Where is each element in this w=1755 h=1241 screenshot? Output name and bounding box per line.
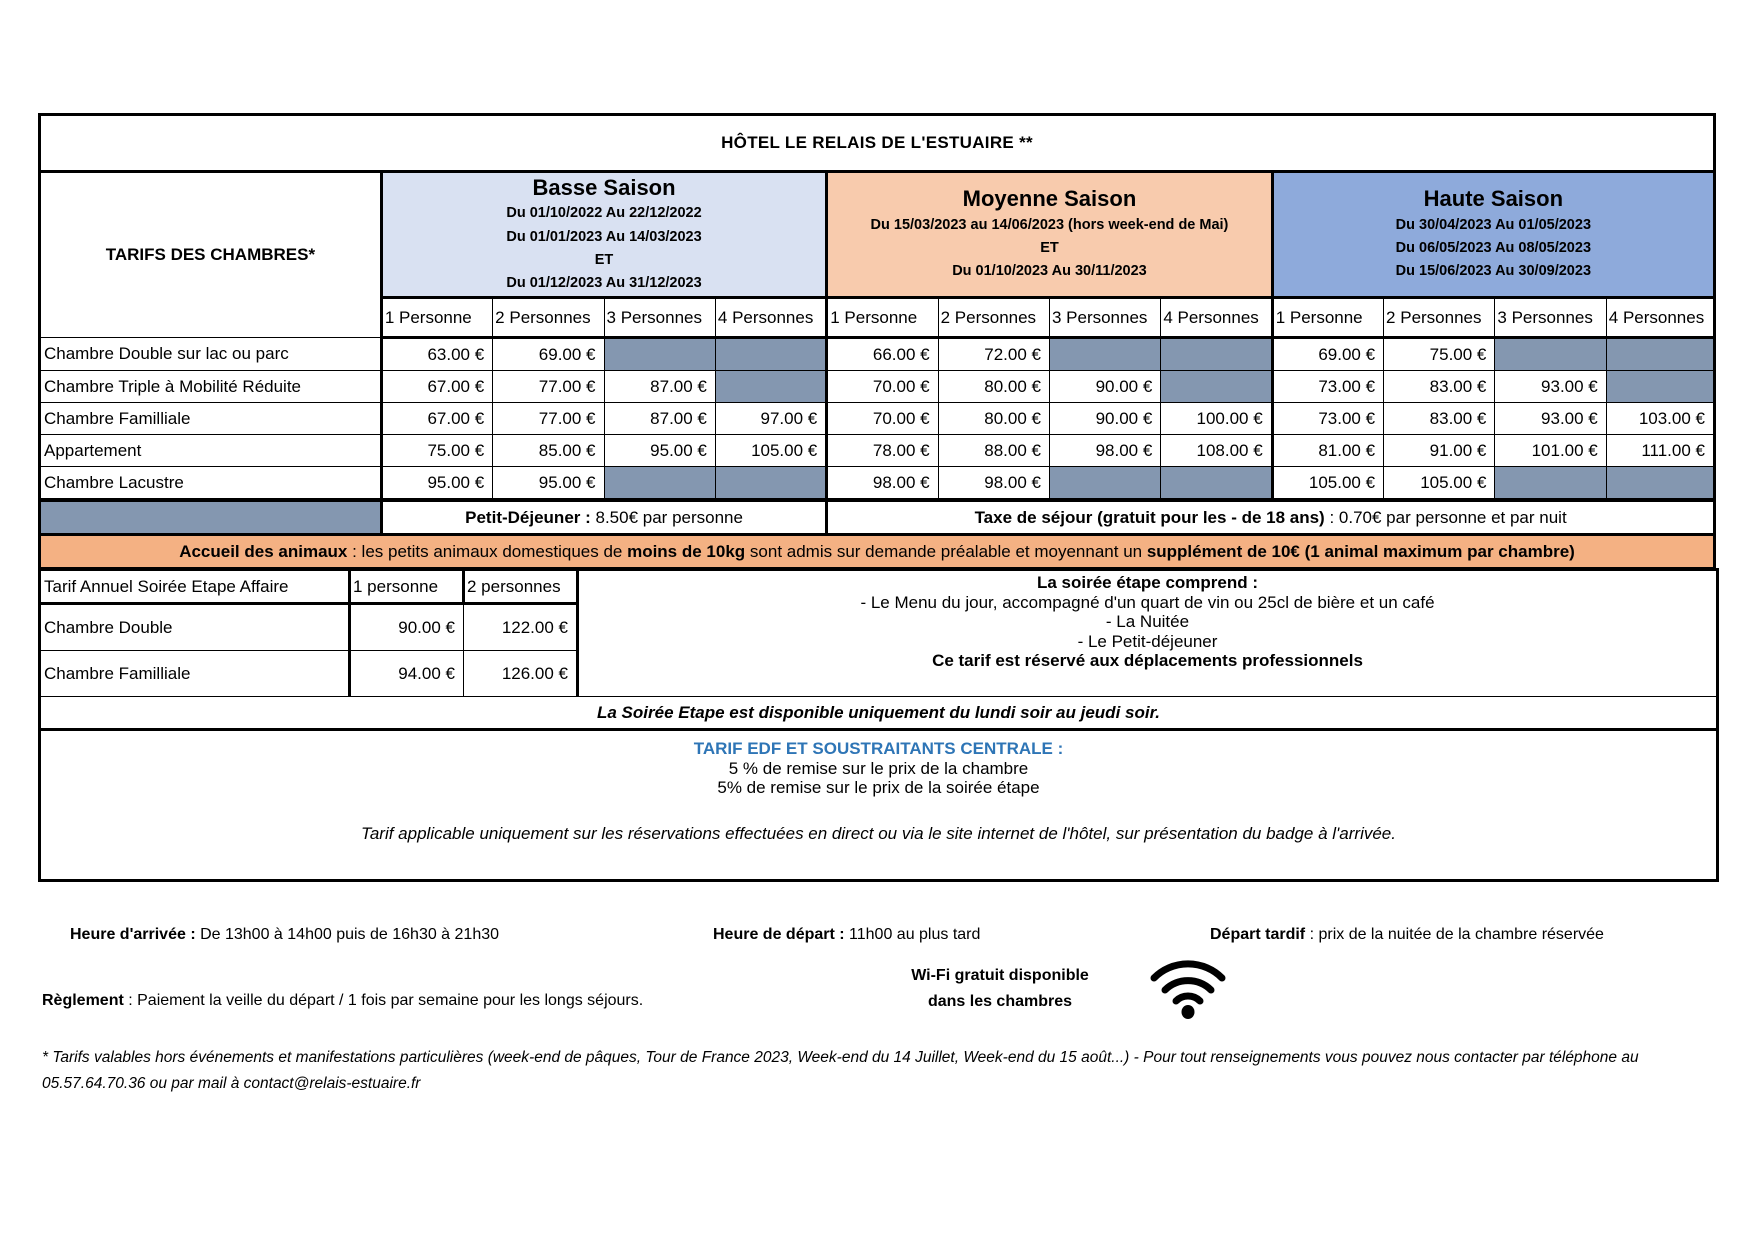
- season-basse: [381, 172, 826, 298]
- room-row: [40, 338, 1715, 371]
- soiree-table: [38, 568, 1719, 882]
- pets-supplement: supplément de 10€ (1 animal maximum par chambre): [1146, 541, 1575, 561]
- price-cell: 98.00 €: [1049, 435, 1160, 467]
- price-cell: 101.00 €: [1495, 435, 1606, 467]
- occupancy-header: 3 Personnes: [1495, 298, 1606, 338]
- price-cell: 100.00 €: [1161, 403, 1272, 435]
- arrival-time: [70, 926, 499, 944]
- pets-weight-limit: moins de 10kg: [627, 541, 746, 561]
- price-cell: 81.00 €: [1272, 435, 1383, 467]
- soiree-price: 90.00 €: [350, 604, 464, 651]
- soiree-col-2: 2 personnes: [464, 570, 578, 604]
- price-cell: 105.00 €: [1384, 467, 1495, 499]
- room-row: [40, 435, 1715, 467]
- pets-text: : les petits animaux domestiques de: [347, 541, 628, 561]
- price-cell: 105.00 €: [1272, 467, 1383, 499]
- price-cell: 85.00 €: [493, 435, 604, 467]
- price-cell: 93.00 €: [1495, 371, 1606, 403]
- unavailable-cell: [715, 338, 826, 371]
- price-cell: 88.00 €: [938, 435, 1049, 467]
- room-name: Appartement: [40, 435, 382, 467]
- pets-text: sont admis sur demande préalable et moyennant un: [745, 541, 1147, 561]
- rates-table: [38, 113, 1716, 499]
- breakfast-label: Petit-Déjeuner :: [465, 507, 591, 527]
- season-name: Haute Saison: [1423, 186, 1564, 212]
- occupancy-header: 2 Personnes: [493, 298, 604, 338]
- season-date-line: Du 30/04/2023 Au 01/05/2023: [1395, 217, 1592, 234]
- occupancy-header: 1 Personne: [827, 298, 938, 338]
- unavailable-cell: [1495, 467, 1606, 499]
- occupancy-header: 4 Personnes: [1161, 298, 1272, 338]
- price-cell: 78.00 €: [827, 435, 938, 467]
- unavailable-cell: [604, 467, 715, 499]
- tax-label: Taxe de séjour (gratuit pour les - de 18 ans): [974, 507, 1325, 527]
- arrival-text: De 13h00 à 14h00 puis de 16h30 à 21h30: [195, 926, 500, 943]
- unavailable-cell: [715, 371, 826, 403]
- price-cell: 80.00 €: [938, 371, 1049, 403]
- price-cell: 72.00 €: [938, 338, 1049, 371]
- season-moyenne: [827, 172, 1272, 298]
- soiree-room-name: Chambre Double: [40, 604, 350, 651]
- soiree-price: 122.00 €: [464, 604, 578, 651]
- payment-policy: [42, 992, 643, 1010]
- price-cell: 91.00 €: [1384, 435, 1495, 467]
- price-cell: 111.00 €: [1606, 435, 1714, 467]
- room-row: [40, 403, 1715, 435]
- occupancy-header: 2 Personnes: [1384, 298, 1495, 338]
- price-cell: 105.00 €: [715, 435, 826, 467]
- edf-title: TARIF EDF ET SOUSTRAITANTS CENTRALE :: [693, 739, 1064, 758]
- season-haute: [1272, 172, 1714, 298]
- soiree-includes: [578, 570, 1718, 697]
- pets-label: Accueil des animaux: [179, 541, 348, 561]
- price-cell: 73.00 €: [1272, 403, 1383, 435]
- unavailable-cell: [1606, 467, 1714, 499]
- wifi-line: dans les chambres: [927, 993, 1073, 1010]
- late-departure-label: Départ tardif: [1210, 926, 1306, 943]
- unavailable-cell: [1049, 467, 1160, 499]
- soiree-include-item: - Le Menu du jour, accompagné d'un quart de vin ou 25cl de bière et un café: [860, 592, 1435, 612]
- price-cell: 95.00 €: [381, 467, 492, 499]
- price-cell: 87.00 €: [604, 371, 715, 403]
- price-cell: 90.00 €: [1049, 403, 1160, 435]
- price-cell: 67.00 €: [381, 403, 492, 435]
- departure-time: [713, 926, 980, 944]
- price-cell: 75.00 €: [381, 435, 492, 467]
- room-name: Chambre Familliale: [40, 403, 382, 435]
- price-cell: 73.00 €: [1272, 371, 1383, 403]
- room-name: Chambre Double sur lac ou parc: [40, 338, 382, 371]
- price-cell: 77.00 €: [493, 403, 604, 435]
- season-name: Moyenne Saison: [962, 186, 1137, 212]
- price-cell: 103.00 €: [1606, 403, 1714, 435]
- hotel-title: HÔTEL LE RELAIS DE L'ESTUAIRE **: [40, 115, 1715, 172]
- soiree-col-1: 1 personne: [350, 570, 464, 604]
- extras-table: [38, 499, 1716, 568]
- edf-note: Tarif applicable uniquement sur les réservations effectuées en direct ou via le site internet de l'hôtel, sur présentation du badge à l'arrivée.: [361, 823, 1396, 843]
- price-cell: 83.00 €: [1384, 371, 1495, 403]
- price-cell: 69.00 €: [493, 338, 604, 371]
- price-cell: 95.00 €: [493, 467, 604, 499]
- soiree-include-item: - Le Petit-déjeuner: [1077, 631, 1218, 651]
- price-cell: 69.00 €: [1272, 338, 1383, 371]
- soiree-price: 126.00 €: [464, 651, 578, 697]
- payment-label: Règlement: [42, 992, 124, 1009]
- soiree-includes-title: La soirée étape comprend :: [1036, 573, 1259, 592]
- season-date-line: Du 01/01/2023 Au 14/03/2023: [506, 228, 702, 245]
- soiree-price: 94.00 €: [350, 651, 464, 697]
- soiree-include-item: - La Nuitée: [1105, 612, 1190, 632]
- room-row: [40, 371, 1715, 403]
- season-date-line: ET: [1040, 240, 1059, 257]
- edf-discount-line: 5% de remise sur le prix de la soirée étape: [717, 778, 1040, 798]
- soiree-room-name: Chambre Familliale: [40, 651, 350, 697]
- unavailable-cell: [1495, 338, 1606, 371]
- wifi-line: Wi-Fi gratuit disponible: [911, 967, 1089, 984]
- rate-sheet: [38, 113, 1716, 882]
- departure-label: Heure de départ :: [713, 926, 845, 943]
- late-departure: [1210, 926, 1604, 944]
- price-cell: 63.00 €: [381, 338, 492, 371]
- season-date-line: Du 01/10/2022 Au 22/12/2022: [506, 205, 702, 222]
- occupancy-header: 2 Personnes: [938, 298, 1049, 338]
- unavailable-cell: [715, 467, 826, 499]
- late-departure-text: : prix de la nuitée de la chambre réservée: [1305, 926, 1604, 943]
- price-cell: 67.00 €: [381, 371, 492, 403]
- breakfast-info: [381, 501, 826, 535]
- price-cell: 77.00 €: [493, 371, 604, 403]
- price-cell: 66.00 €: [827, 338, 938, 371]
- price-cell: 70.00 €: [827, 371, 938, 403]
- unavailable-cell: [1161, 371, 1272, 403]
- breakfast-text: 8.50€ par personne: [590, 507, 743, 527]
- occupancy-header: 3 Personnes: [604, 298, 715, 338]
- season-date-line: Du 15/03/2023 au 14/06/2023 (hors week-end de Mai): [870, 217, 1229, 234]
- pets-policy: [40, 535, 1715, 568]
- price-cell: 83.00 €: [1384, 403, 1495, 435]
- soiree-reserved-note: Ce tarif est réservé aux déplacements professionnels: [932, 651, 1363, 671]
- soiree-header: Tarif Annuel Soirée Etape Affaire: [40, 570, 350, 604]
- footnote: * Tarifs valables hors événements et manifestations particulières (week-end de pâques, Tour de France 2023, Week-end du 14 Juillet, Week-end du 15 août...) - Pour tout renseignements vous pouvez nous contacter par téléphone au 05.57.64.70.36 ou par mail à contact@relais-estuaire.fr: [42, 1049, 1639, 1092]
- payment-text: : Paiement la veille du départ / 1 fois par semaine pour les longs séjours.: [123, 992, 644, 1009]
- price-cell: 75.00 €: [1384, 338, 1495, 371]
- price-cell: 98.00 €: [827, 467, 938, 499]
- unavailable-cell: [1161, 338, 1272, 371]
- occupancy-header: 4 Personnes: [715, 298, 826, 338]
- unavailable-cell: [604, 338, 715, 371]
- room-name: Chambre Triple à Mobilité Réduite: [40, 371, 382, 403]
- price-cell: 95.00 €: [604, 435, 715, 467]
- unavailable-cell: [1606, 338, 1714, 371]
- room-name: Chambre Lacustre: [40, 467, 382, 499]
- edf-discount-box: [40, 730, 1718, 881]
- price-cell: 97.00 €: [715, 403, 826, 435]
- price-cell: 90.00 €: [1049, 371, 1160, 403]
- unavailable-cell: [1049, 338, 1160, 371]
- soiree-availability: La Soirée Etape est disponible uniquement du lundi soir au jeudi soir.: [40, 697, 1718, 730]
- season-date-line: ET: [594, 251, 614, 268]
- occupancy-header: 3 Personnes: [1049, 298, 1160, 338]
- price-cell: 108.00 €: [1161, 435, 1272, 467]
- departure-text: 11h00 au plus tard: [844, 926, 981, 943]
- occupancy-header: 4 Personnes: [1606, 298, 1714, 338]
- price-cell: 93.00 €: [1495, 403, 1606, 435]
- unavailable-cell: [1606, 371, 1714, 403]
- tax-text: : 0.70€ par personne et par nuit: [1324, 507, 1567, 527]
- price-cell: 87.00 €: [604, 403, 715, 435]
- edf-discount-line: 5 % de remise sur le prix de la chambre: [728, 758, 1029, 778]
- wifi-info: [910, 963, 1090, 1015]
- season-date-line: Du 01/12/2023 Au 31/12/2023: [506, 274, 702, 291]
- tarifs-label: TARIFS DES CHAMBRES*: [40, 172, 382, 338]
- season-name: Basse Saison: [532, 174, 676, 200]
- arrival-label: Heure d'arrivée :: [70, 926, 196, 943]
- price-cell: 70.00 €: [827, 403, 938, 435]
- season-date-line: Du 01/10/2023 Au 30/11/2023: [952, 263, 1147, 280]
- price-cell: 80.00 €: [938, 403, 1049, 435]
- occupancy-header: 1 Personne: [1272, 298, 1383, 338]
- occupancy-header: 1 Personne: [381, 298, 492, 338]
- wifi-icon: [1148, 960, 1228, 1020]
- blank-grey-cell: [40, 501, 382, 535]
- season-date-line: Du 06/05/2023 Au 08/05/2023: [1395, 240, 1592, 257]
- season-date-line: Du 15/06/2023 Au 30/09/2023: [1395, 263, 1592, 280]
- room-row: [40, 467, 1715, 499]
- price-cell: 98.00 €: [938, 467, 1049, 499]
- unavailable-cell: [1161, 467, 1272, 499]
- tourist-tax-info: [827, 501, 1715, 535]
